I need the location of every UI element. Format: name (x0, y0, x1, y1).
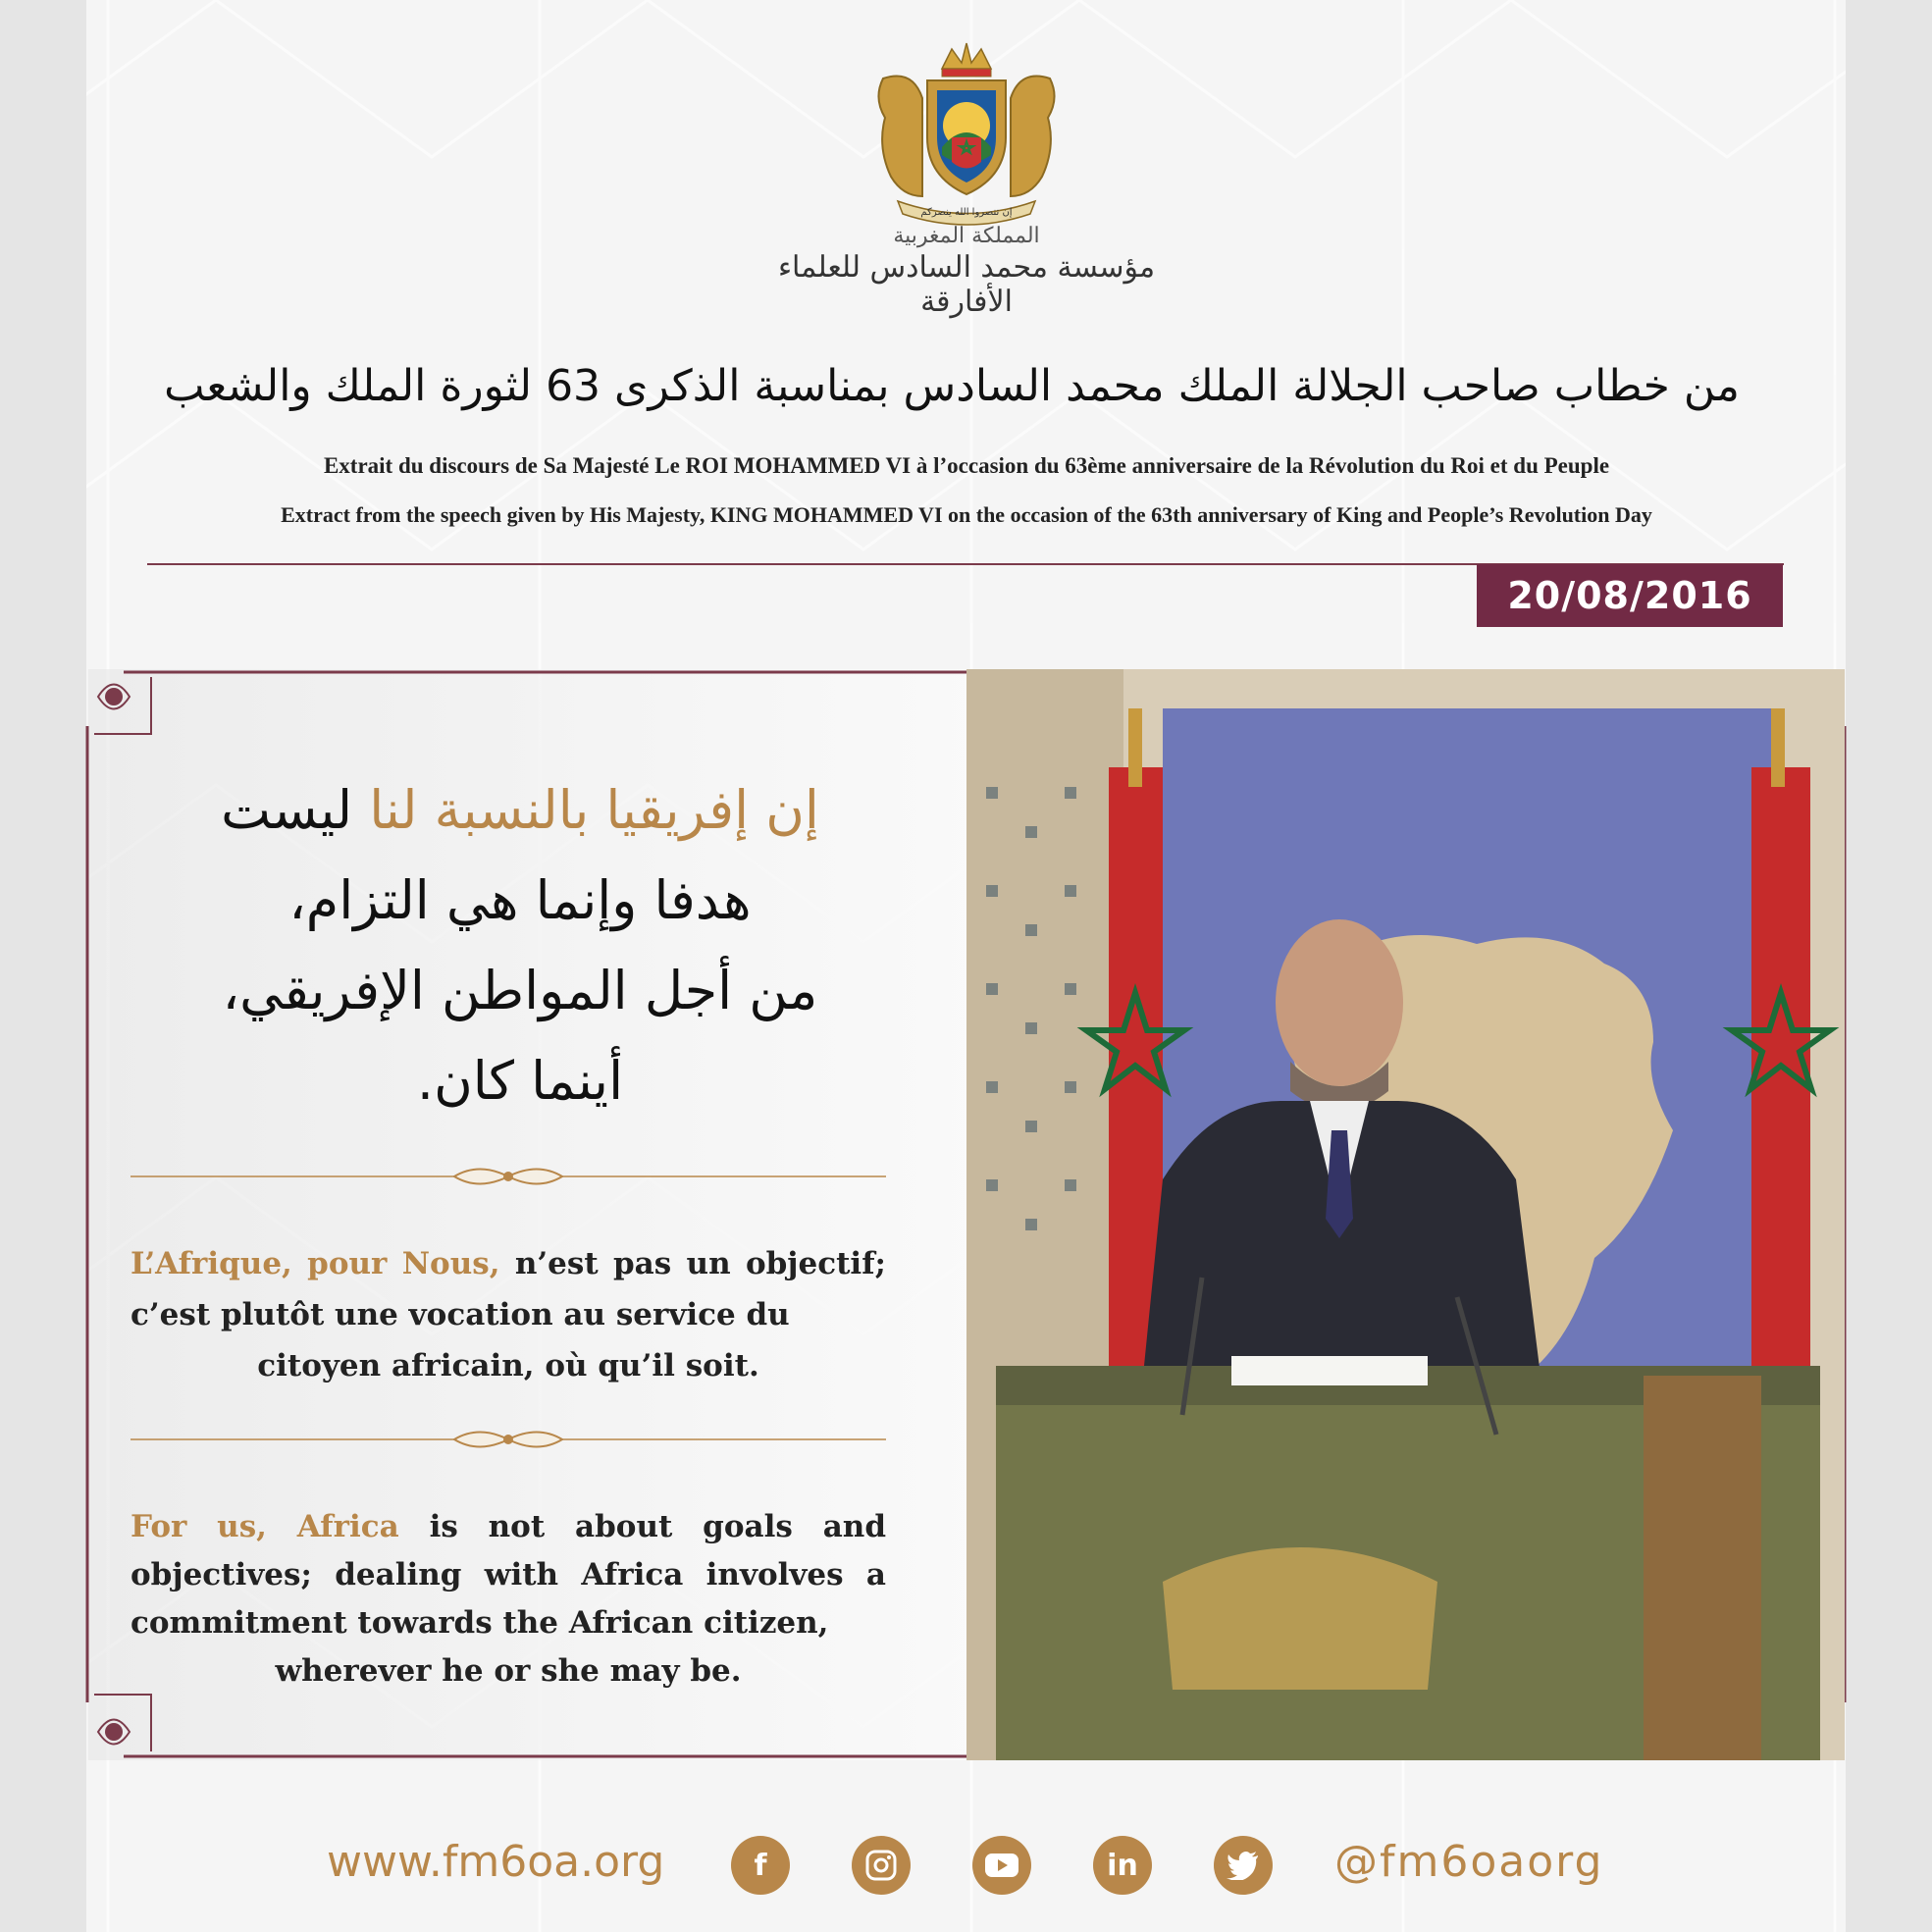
quote-english-body: is not about goals and objectives; dealing with Africa involves a commitment towards the African citizen, (131, 1509, 886, 1641)
date-badge: 20/08/2016 (1477, 564, 1783, 627)
quote-english-highlight: For us, Africa (131, 1509, 399, 1544)
left-margin-band (0, 0, 86, 1932)
quote-arabic-line-4: أينما كان. (416, 1050, 624, 1112)
quote-english (131, 1503, 886, 1696)
foundation-name (775, 224, 1158, 319)
quote-arabic-line1-rest: ليست (221, 779, 370, 841)
title-arabic: من خطاب صاحب الجلالة الملك محمد السادس بمناسبة الذكرى 63 لثورة الملك والشعب (164, 361, 1740, 411)
ornament-divider (131, 1162, 886, 1191)
quote-french-last-line: citoyen africain, où qu’il soit. (257, 1348, 759, 1384)
quote-french-highlight: L’Afrique, pour Nous, (131, 1246, 500, 1281)
youtube-glyph (984, 1852, 1019, 1879)
quote-arabic-line-3: من أجل المواطن الإفريقي، (222, 960, 818, 1021)
quote-arabic-highlight: إن إفريقيا بالنسبة لنا (369, 779, 819, 841)
kingdom-label: المملكة المغربية (893, 224, 1040, 248)
twitter-glyph (1227, 1851, 1260, 1880)
quote-french (131, 1238, 886, 1391)
quote-arabic-line-2: هدفا وإنما هي التزام، (288, 869, 752, 931)
ornament-divider (131, 1425, 886, 1454)
instagram-icon[interactable] (852, 1836, 911, 1895)
social-handle[interactable]: @fm6oaorg (1334, 1837, 1604, 1887)
title-french: Extrait du discours de Sa Majesté Le ROI MOHAMMED VI à l’occasion du 63ème anniversaire de la Révolution du Roi et du Peuple (323, 453, 1610, 478)
quote-arabic (147, 765, 893, 1126)
facebook-icon[interactable]: f (731, 1836, 790, 1895)
royal-coat-of-arms-logo (863, 39, 1070, 226)
svg-text:إن تنصروا الله ينصركم: إن تنصروا الله ينصركم (920, 207, 1013, 218)
quote-arabic-line-1 (147, 765, 893, 856)
quote-english-last-line: wherever he or she may be. (275, 1653, 742, 1689)
foundation-label: مؤسسة محمد السادس للعلماء الأفارقة (777, 250, 1156, 319)
right-margin-band (1846, 0, 1932, 1932)
youtube-icon[interactable] (972, 1836, 1031, 1895)
title-english: Extract from the speech given by His Majesty, KING MOHAMMED VI on the occasion of the 63th anniversary of King and People’s Revolution Day (281, 502, 1652, 527)
linkedin-icon[interactable]: in (1093, 1836, 1152, 1895)
twitter-icon[interactable] (1214, 1836, 1273, 1895)
instagram-glyph (864, 1849, 898, 1882)
king-speech-photo (966, 669, 1845, 1760)
quote-french-body: n’est pas un objectif; c’est plutôt une vocation au service du (131, 1246, 886, 1332)
website-link[interactable]: www.fm6oa.org (327, 1837, 665, 1887)
